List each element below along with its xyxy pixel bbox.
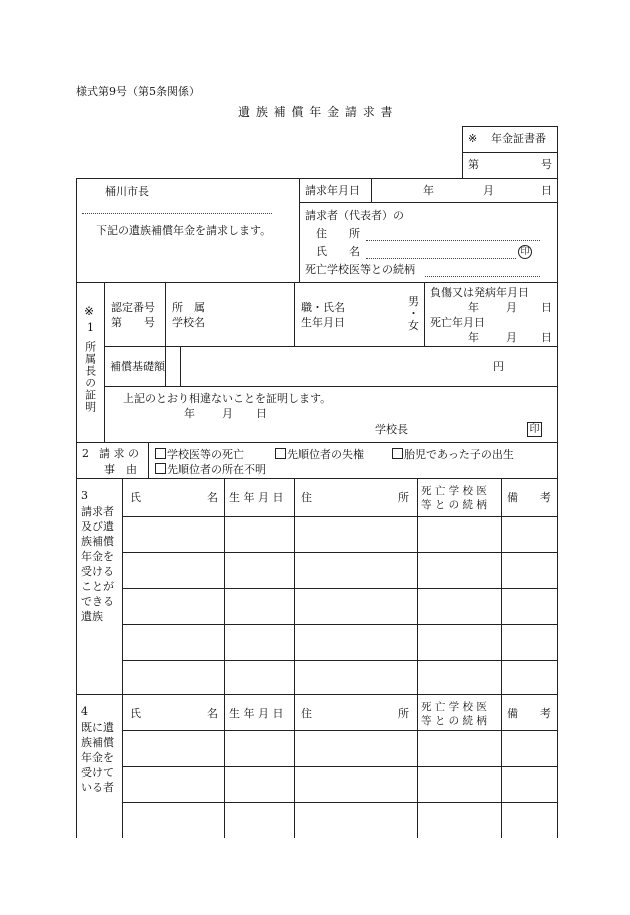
reason-option-forfeit-label: 先順位者の失権	[287, 448, 364, 461]
frame-left	[76, 178, 77, 838]
certificate-dai: 第	[468, 158, 479, 171]
checkbox-icon[interactable]	[275, 448, 286, 459]
section-3-number: 3	[81, 489, 88, 502]
principal-seal: 印	[527, 422, 542, 437]
col-birthdate: 生 年 月 日	[229, 707, 284, 720]
addressee: 桶川市長	[105, 185, 149, 198]
col-address-1: 住	[301, 491, 312, 504]
certify-day: 日	[256, 407, 267, 420]
section-1-number: 1	[87, 321, 94, 334]
affiliation-label: 所 属	[172, 301, 205, 314]
request-date-label: 請求年月日	[305, 184, 360, 197]
section-1-side-label: 所属長の証明	[83, 341, 97, 413]
base-amount-yen: 円	[493, 360, 504, 373]
death-month: 月	[506, 331, 517, 344]
section-2-label-1: 請 求 の	[99, 447, 139, 460]
injury-date-label: 負傷又は発病年月日	[430, 286, 529, 299]
col-remarks-2: 考	[540, 491, 551, 504]
checkbox-icon[interactable]	[155, 463, 166, 474]
col-address-2: 所	[398, 491, 409, 504]
claimant-seal: 印	[518, 245, 532, 259]
reference-mark: ※	[468, 132, 478, 145]
injury-day: 日	[541, 301, 552, 314]
section-3-side-label: 請求者及び遺族補償年金を受けることができる遺族	[81, 505, 114, 623]
reason-option-death[interactable]	[155, 448, 244, 460]
death-day: 日	[541, 331, 552, 344]
cert-number-label: 認定番号	[111, 301, 155, 314]
base-amount-label: 補償基礎額	[110, 360, 165, 373]
school-name-label: 学校名	[172, 316, 205, 329]
checkbox-icon[interactable]	[155, 448, 166, 459]
reason-option-unknown-label: 先順位者の所在不明	[167, 463, 266, 476]
relation-label: 死亡学校医等との続柄	[305, 263, 415, 276]
reason-option-unknown[interactable]	[155, 463, 266, 475]
col-birthdate: 生 年 月 日	[229, 491, 284, 504]
col-relation-2: 等 と の 続 柄	[421, 499, 487, 511]
request-date-year: 年	[423, 184, 434, 197]
principal-label: 学校長	[375, 423, 408, 436]
job-name-label: 職・氏名	[301, 301, 345, 314]
certificate-go: 号	[541, 158, 552, 171]
section-2-label-2: 事 由	[104, 463, 137, 476]
col-remarks-1: 備	[507, 491, 518, 504]
col-relation-1: 死 亡 学 校 医	[421, 485, 487, 497]
col-address-2: 所	[398, 707, 409, 720]
death-date-label: 死亡年月日	[430, 316, 485, 329]
sex-male[interactable]: 男	[408, 295, 419, 308]
claimant-address-label: 住 所	[316, 227, 360, 240]
reason-option-death-label: 学校医等の死亡	[167, 448, 244, 461]
col-name-2: 名	[207, 707, 218, 720]
request-text: 下記の遺族補償年金を請求します。	[96, 224, 272, 237]
cert-number-go: 第 号	[111, 316, 155, 329]
col-remarks-2: 考	[540, 707, 551, 720]
col-name-2: 名	[207, 491, 218, 504]
col-name-1: 氏	[130, 491, 141, 504]
col-relation-1: 死 亡 学 校 医	[421, 701, 487, 713]
section-4-side-label: 既に遺族補償年金を受けている者	[81, 721, 114, 794]
birthdate-label: 生年月日	[301, 316, 345, 329]
reason-option-birth[interactable]	[392, 448, 514, 460]
col-address-1: 住	[301, 707, 312, 720]
request-date-month: 月	[483, 184, 494, 197]
certificate-number-label: 年金証書番	[491, 132, 546, 145]
certify-year: 年	[184, 407, 195, 420]
claimant-name-label: 氏 名	[316, 245, 360, 258]
section-4-number: 4	[81, 705, 88, 718]
form-number: 様式第9号（第5条関係）	[76, 85, 200, 98]
claimant-name-field[interactable]	[366, 258, 516, 259]
claimant-label: 請求者（代表者）の	[305, 209, 404, 222]
certify-month: 月	[222, 407, 233, 420]
request-date-day: 日	[541, 184, 552, 197]
relation-field[interactable]	[425, 276, 540, 277]
checkbox-icon[interactable]	[392, 448, 403, 459]
death-year: 年	[468, 331, 479, 344]
sex-separator: ・	[408, 307, 419, 320]
section-2-number: 2	[82, 447, 89, 460]
injury-year: 年	[468, 301, 479, 314]
col-relation-2: 等 と の 続 柄	[421, 715, 487, 727]
reason-option-birth-label: 胎児であった子の出生	[404, 448, 514, 461]
col-name-1: 氏	[130, 707, 141, 720]
section-1-mark: ※	[84, 304, 95, 318]
frame-right	[557, 178, 558, 838]
sex-female[interactable]: 女	[408, 319, 419, 332]
form-title: 遺 族 補 償 年 金 請 求 書	[238, 105, 394, 119]
reason-option-forfeit[interactable]	[275, 448, 364, 460]
col-remarks-1: 備	[507, 707, 518, 720]
claimant-address-field[interactable]	[366, 240, 540, 241]
injury-month: 月	[506, 301, 517, 314]
certify-text: 上記のとおり相違ないことを証明します。	[123, 392, 332, 405]
